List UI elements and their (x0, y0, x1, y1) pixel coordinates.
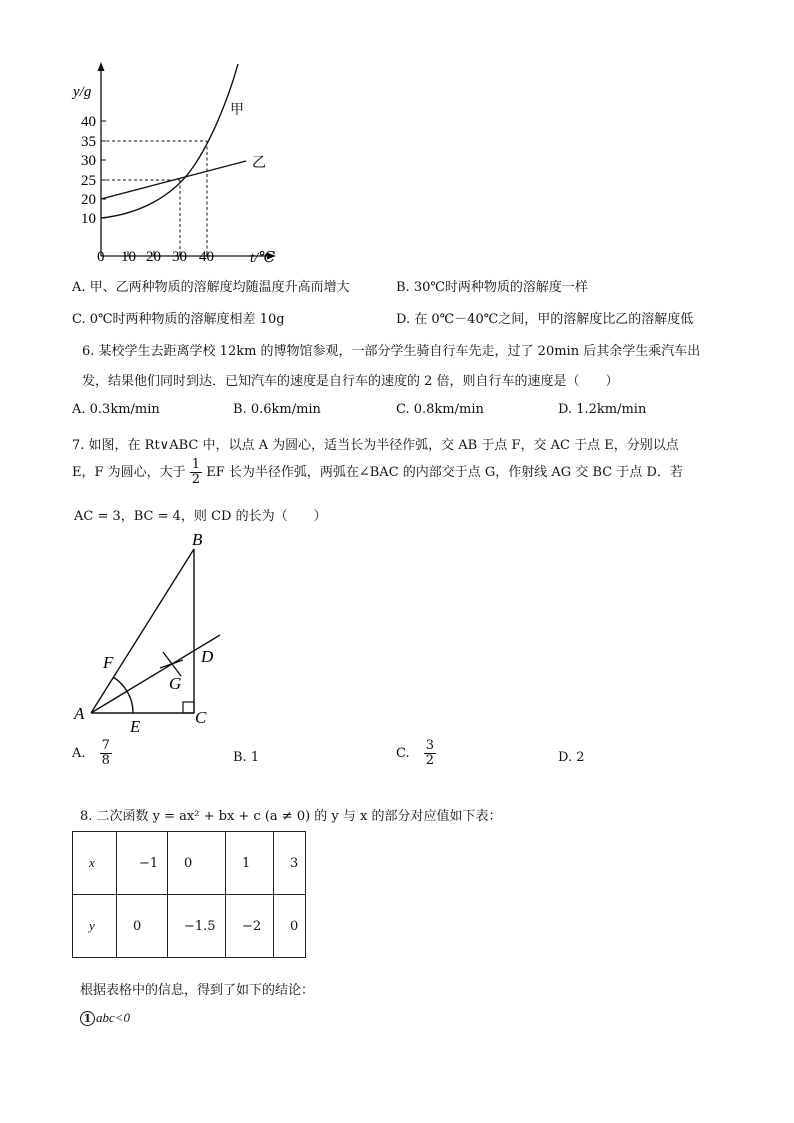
arc-ef (113, 677, 133, 713)
label-a: A (74, 704, 85, 723)
table-cell: 1 (226, 832, 274, 895)
y-tick-30: 30 (81, 153, 96, 169)
q5-option-b[interactable]: B. 30℃时两种物质的溶解度一样 (396, 280, 588, 295)
y-tick-25: 25 (81, 173, 96, 189)
table-cell: −1.5 (168, 895, 226, 958)
q7-stem-line3: AC = 3，BC = 4，则 CD 的长为（ ） (74, 509, 327, 524)
arc-g-2 (160, 660, 183, 668)
q5-option-a[interactable]: A. 甲、乙两种物质的溶解度均随温度升高而增大 (72, 280, 350, 295)
label-f: F (103, 653, 114, 672)
q7-stem-line1: 7. 如图，在 Rt∨ABC 中，以点 A 为圆心，适当长为半径作弧，交 AB 于点 F，交 AC 于点 E，分别以点 (72, 438, 679, 453)
table-cell: 0 (168, 832, 226, 895)
fraction-denominator: 8 (101, 753, 110, 768)
table-cell: y (73, 895, 117, 958)
x-tick-0: 0 (97, 249, 105, 265)
conclusion-text: abc<0 (96, 1010, 131, 1025)
triangle-figure (0, 0, 260, 745)
q5-option-d[interactable]: D. 在 0℃－40℃之间，甲的溶解度比乙的溶解度低 (396, 312, 694, 327)
y-axis-label: y/g (73, 84, 92, 100)
q6-stem-line1: 6. 某校学生去距离学校 12km 的博物馆参观，一部分学生骑自行车先走，过了 20min 后其余学生乘汽车出 (82, 344, 701, 359)
label-e: E (130, 717, 141, 736)
table-cell: x (73, 832, 117, 895)
q8-info-text: 根据表格中的信息，得到了如下的结论： (80, 983, 315, 998)
x-axis-label: t/℃ (250, 250, 276, 266)
label-d: D (201, 647, 214, 666)
q7-option-b[interactable]: B. 1 (233, 750, 260, 765)
fraction-numerator: 3 (425, 738, 435, 753)
x-tick-30: 30 (172, 249, 187, 265)
q7-option-c-fraction (424, 739, 436, 768)
value-table (72, 831, 306, 958)
table-row-y (73, 895, 306, 958)
q7-option-a-fraction (100, 739, 112, 768)
q7-option-a[interactable] (72, 739, 112, 768)
q7-option-c[interactable] (396, 739, 436, 768)
q8-conclusion-1 (80, 1010, 130, 1026)
table-row-x (73, 832, 306, 895)
y-tick-10: 10 (81, 211, 96, 227)
fraction-numerator: 7 (101, 738, 110, 753)
fraction-numerator: 1 (191, 457, 201, 472)
label-b: B (192, 530, 203, 549)
q7-line2-post: EF 长为半径作弧，两弧在∠BAC 的内部交于点 G，作射线 AG 交 BC 于点 D．若 (206, 465, 683, 480)
right-angle-mark (183, 702, 194, 713)
q7-option-d[interactable]: D. 2 (558, 750, 585, 765)
y-tick-35: 35 (81, 134, 96, 150)
curve-label-jia: 甲 (230, 102, 244, 118)
q8-stem: 8. 二次函数 y = ax² + bx + c (a ≠ 0) 的 y 与 x 的部分对应值如下表： (80, 809, 502, 824)
y-tick-40: 40 (81, 114, 96, 130)
q7-option-a-prefix: A. (72, 746, 86, 761)
fraction-denominator: 2 (191, 472, 201, 487)
q6-stem-line2: 发，结果他们同时到达．已知汽车的速度是自行车的速度的 2 倍，则自行车的速度是（ ） (82, 374, 619, 389)
q6-option-c[interactable]: C. 0.8km/min (396, 402, 484, 417)
q5-option-c[interactable]: C. 0℃时两种物质的溶解度相差 10g (72, 312, 285, 327)
table-cell: −1 (117, 832, 168, 895)
curve-label-yi: 乙 (252, 155, 266, 171)
q6-option-a[interactable]: A. 0.3km/min (72, 402, 160, 417)
table-cell: 3 (274, 832, 306, 895)
label-c: C (195, 708, 207, 727)
q7-option-c-prefix: C. (396, 746, 410, 761)
fraction-denominator: 2 (425, 753, 435, 768)
x-tick-40: 40 (199, 249, 214, 265)
table-cell: 0 (117, 895, 168, 958)
q7-line2-pre: E，F 为圆心，大于 (72, 465, 186, 480)
y-tick-20: 20 (81, 192, 96, 208)
x-tick-10: 10 (121, 249, 136, 265)
x-tick-20: 20 (146, 249, 161, 265)
label-g: G (169, 674, 182, 693)
table-cell: 0 (274, 895, 306, 958)
circled-number-icon: 1 (80, 1011, 95, 1026)
q6-option-d[interactable]: D. 1.2km/min (558, 402, 647, 417)
q6-option-b[interactable]: B. 0.6km/min (233, 402, 321, 417)
table-cell: −2 (226, 895, 274, 958)
